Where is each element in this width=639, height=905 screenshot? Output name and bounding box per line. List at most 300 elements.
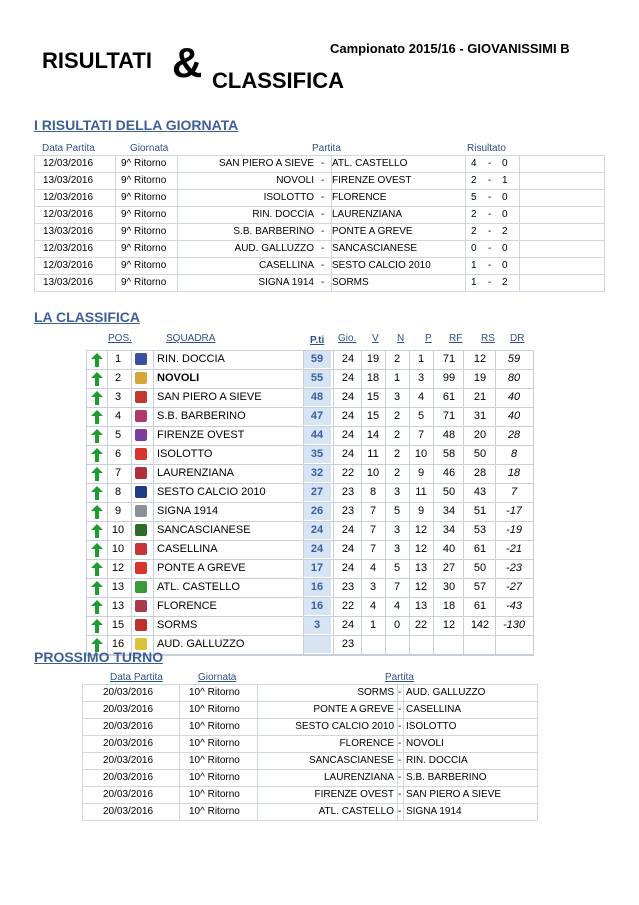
cell-divider	[409, 465, 410, 483]
cell-divider	[409, 560, 410, 578]
cell-divider	[131, 351, 132, 369]
cell-divider	[433, 503, 434, 521]
up-arrow-icon	[91, 524, 103, 538]
cell-divider	[333, 503, 334, 521]
cell-divider	[361, 408, 362, 426]
goal-difference: 28	[507, 429, 521, 441]
score-dash: -	[488, 260, 492, 271]
cell-divider	[107, 427, 108, 445]
cell-divider	[331, 241, 332, 257]
cell-divider	[303, 408, 304, 426]
goals-for: 27	[442, 562, 456, 574]
draws: 2	[393, 429, 401, 441]
team-points: 44	[310, 429, 324, 441]
cell-divider	[257, 753, 258, 769]
score-dash: -	[488, 175, 492, 186]
fixture-date: 20/03/2016	[103, 738, 154, 749]
cell-divider	[409, 617, 410, 635]
fixture-dash: -	[398, 721, 402, 732]
goals-against: 53	[473, 524, 487, 536]
standings-row	[87, 617, 533, 636]
team-name: ATL. CASTELLO	[157, 581, 240, 593]
up-arrow-icon	[91, 410, 103, 424]
away-goals: 0	[502, 260, 508, 271]
cell-divider	[303, 503, 304, 521]
away-team: SANCASCIANESE	[332, 243, 418, 254]
team-logo-icon	[135, 600, 147, 612]
cell-divider	[107, 503, 108, 521]
results-row	[34, 275, 605, 292]
games-played: 24	[341, 562, 355, 574]
cell-divider	[361, 579, 362, 597]
team-points: 3	[313, 619, 321, 631]
results-section-title: I RISULTATI DELLA GIORNATA	[34, 117, 239, 133]
standings-col-w: V	[372, 333, 379, 344]
cell-divider	[519, 207, 520, 223]
losses: 5	[417, 410, 425, 422]
draws: 2	[393, 448, 401, 460]
cell-divider	[131, 465, 132, 483]
cell-divider	[131, 446, 132, 464]
wins: 1	[369, 619, 377, 631]
cell-divider	[303, 617, 304, 635]
cell-divider	[333, 427, 334, 445]
cell-divider	[397, 753, 398, 769]
games-played: 24	[341, 391, 355, 403]
cell-divider	[495, 598, 496, 616]
team-name: LAURENZIANA	[157, 467, 235, 479]
cell-divider	[463, 503, 464, 521]
cell-divider	[153, 598, 154, 616]
cell-divider	[465, 156, 466, 172]
fixture-round: 10^ Ritorno	[189, 738, 240, 749]
team-position: 2	[114, 372, 122, 384]
goals-for: 99	[442, 372, 456, 384]
results-col-date: Data Partita	[42, 143, 95, 154]
goals-against: 51	[473, 505, 487, 517]
away-goals: 2	[502, 226, 508, 237]
next-round-table	[82, 684, 538, 821]
cell-divider	[115, 156, 116, 172]
team-logo-icon	[135, 619, 147, 631]
standings-row	[87, 484, 533, 503]
cell-divider	[433, 598, 434, 616]
cell-divider	[179, 685, 180, 701]
standings-row	[87, 408, 533, 427]
home-goals: 0	[471, 243, 477, 254]
title-risultati: RISULTATI	[42, 48, 152, 73]
team-points: 59	[310, 353, 324, 365]
losses: 3	[417, 372, 425, 384]
cell-divider	[397, 736, 398, 752]
fixture-dash: -	[398, 755, 402, 766]
fixture-row	[82, 787, 538, 804]
team-name: SORMS	[157, 619, 198, 631]
cell-divider	[409, 636, 410, 654]
team-logo-icon	[135, 562, 147, 574]
home-team: SANCASCIANESE	[308, 755, 394, 766]
games-played: 24	[341, 543, 355, 555]
cell-divider	[385, 427, 386, 445]
team-points: 55	[310, 372, 324, 384]
cell-divider	[115, 224, 116, 240]
cell-divider	[433, 541, 434, 559]
cell-divider	[463, 541, 464, 559]
cell-divider	[385, 617, 386, 635]
cell-divider	[361, 560, 362, 578]
cell-divider	[107, 560, 108, 578]
losses: 12	[414, 581, 428, 593]
cell-divider	[257, 787, 258, 803]
cell-divider	[433, 370, 434, 388]
cell-divider	[385, 541, 386, 559]
wins: 15	[366, 410, 380, 422]
team-points: 16	[310, 600, 324, 612]
match-round: 9^ Ritorno	[121, 192, 167, 203]
team-logo-icon	[135, 467, 147, 479]
cell-divider	[131, 541, 132, 559]
results-table	[34, 155, 605, 292]
cell-divider	[153, 408, 154, 426]
draws: 3	[393, 543, 401, 555]
home-team: NOVOLI	[276, 175, 314, 186]
cell-divider	[257, 804, 258, 820]
cell-divider	[433, 408, 434, 426]
home-team: ATL. CASTELLO	[318, 806, 394, 817]
games-played: 23	[341, 581, 355, 593]
cell-divider	[107, 351, 108, 369]
wins: 15	[366, 391, 380, 403]
cell-divider	[303, 427, 304, 445]
score-dash: -	[488, 277, 492, 288]
cell-divider	[433, 579, 434, 597]
games-played: 22	[341, 600, 355, 612]
cell-divider	[107, 541, 108, 559]
team-points: 24	[310, 524, 324, 536]
cell-divider	[519, 224, 520, 240]
cell-divider	[403, 770, 404, 786]
standings-table	[86, 350, 534, 656]
team-position: 3	[114, 391, 122, 403]
fixture-round: 10^ Ritorno	[189, 687, 240, 698]
score-dash: -	[488, 243, 492, 254]
home-team: FIRENZE OVEST	[314, 789, 394, 800]
cell-divider	[397, 787, 398, 803]
cell-divider	[131, 370, 132, 388]
fixture-date: 20/03/2016	[103, 721, 154, 732]
home-goals: 2	[471, 209, 477, 220]
cell-divider	[409, 389, 410, 407]
cell-divider	[153, 465, 154, 483]
draws: 2	[393, 467, 401, 479]
goals-against: 12	[473, 353, 487, 365]
match-dash: -	[321, 277, 325, 288]
cell-divider	[495, 465, 496, 483]
up-arrow-icon	[91, 391, 103, 405]
up-arrow-icon	[91, 353, 103, 367]
draws: 4	[393, 600, 401, 612]
team-name: NOVOLI	[157, 372, 200, 384]
away-goals: 0	[502, 243, 508, 254]
losses: 9	[417, 505, 425, 517]
away-team: ATL. CASTELLO	[332, 158, 408, 169]
cell-divider	[179, 702, 180, 718]
cell-divider	[107, 370, 108, 388]
match-round: 9^ Ritorno	[121, 260, 167, 271]
team-logo-icon	[135, 505, 147, 517]
cell-divider	[495, 522, 496, 540]
games-played: 24	[341, 448, 355, 460]
standings-section-title: LA CLASSIFICA	[34, 309, 141, 325]
fixture-row	[82, 702, 538, 719]
goals-against: 19	[473, 372, 487, 384]
results-row	[34, 241, 605, 258]
goals-for: 30	[442, 581, 456, 593]
cell-divider	[361, 446, 362, 464]
standings-col-d: N	[397, 333, 405, 344]
cell-divider	[361, 522, 362, 540]
cell-divider	[495, 617, 496, 635]
fixture-dash: -	[398, 704, 402, 715]
home-team: ISOLOTTO	[263, 192, 314, 203]
games-played: 24	[341, 410, 355, 422]
fixture-row	[82, 770, 538, 787]
home-team: PONTE A GREVE	[313, 704, 394, 715]
goals-for: 34	[442, 505, 456, 517]
cell-divider	[403, 719, 404, 735]
cell-divider	[361, 370, 362, 388]
cell-divider	[385, 598, 386, 616]
goals-against: 31	[473, 410, 487, 422]
team-position: 10	[111, 543, 125, 555]
cell-divider	[463, 560, 464, 578]
games-played: 23	[341, 638, 355, 650]
team-position: 6	[114, 448, 122, 460]
draws: 1	[393, 372, 401, 384]
championship-label: Campionato 2015/16 - GIOVANISSIMI B	[330, 41, 570, 56]
draws: 3	[393, 524, 401, 536]
cell-divider	[331, 207, 332, 223]
goal-difference: -17	[506, 505, 522, 517]
cell-divider	[115, 207, 116, 223]
fixture-date: 20/03/2016	[103, 806, 154, 817]
match-date: 12/03/2016	[43, 209, 94, 220]
cell-divider	[331, 258, 332, 274]
cell-divider	[257, 736, 258, 752]
cell-divider	[519, 258, 520, 274]
draws: 3	[393, 486, 401, 498]
cell-divider	[131, 579, 132, 597]
points-cell-bg	[303, 636, 331, 653]
cell-divider	[153, 351, 154, 369]
team-logo-icon	[135, 543, 147, 555]
cell-divider	[495, 351, 496, 369]
standings-row	[87, 579, 533, 598]
cell-divider	[333, 408, 334, 426]
results-col-match: Partita	[312, 143, 341, 154]
games-played: 24	[341, 372, 355, 384]
away-team: S.B. BARBERINO	[406, 772, 487, 783]
goals-against: 28	[473, 467, 487, 479]
goal-difference: 7	[510, 486, 518, 498]
away-goals: 2	[502, 277, 508, 288]
results-row	[34, 224, 605, 241]
goals-for: 34	[442, 524, 456, 536]
match-date: 12/03/2016	[43, 260, 94, 271]
losses: 4	[417, 391, 425, 403]
cell-divider	[433, 389, 434, 407]
games-played: 24	[341, 619, 355, 631]
away-team: PONTE A GREVE	[332, 226, 413, 237]
cell-divider	[333, 522, 334, 540]
team-points: 48	[310, 391, 324, 403]
away-team: SORMS	[332, 277, 369, 288]
up-arrow-icon	[91, 600, 103, 614]
home-team: SIGNA 1914	[258, 277, 314, 288]
team-points: 27	[310, 486, 324, 498]
cell-divider	[495, 579, 496, 597]
cell-divider	[403, 736, 404, 752]
cell-divider	[495, 370, 496, 388]
cell-divider	[397, 804, 398, 820]
standings-row	[87, 389, 533, 408]
losses: 13	[414, 600, 428, 612]
team-name: S.B. BARBERINO	[157, 410, 246, 422]
cell-divider	[385, 389, 386, 407]
away-goals: 0	[502, 209, 508, 220]
goals-for: 58	[442, 448, 456, 460]
cell-divider	[463, 465, 464, 483]
fixture-row	[82, 804, 538, 821]
standings-row	[87, 598, 533, 617]
away-team: SAN PIERO A SIEVE	[406, 789, 502, 800]
games-played: 22	[341, 467, 355, 479]
cell-divider	[409, 484, 410, 502]
cell-divider	[433, 351, 434, 369]
fixture-date: 20/03/2016	[103, 789, 154, 800]
home-team: LAURENZIANA	[323, 772, 394, 783]
score-dash: -	[488, 209, 492, 220]
up-arrow-icon	[91, 505, 103, 519]
cell-divider	[153, 389, 154, 407]
standings-col-played: Gio.	[338, 333, 357, 344]
losses: 11	[415, 486, 427, 498]
away-team: LAURENZIANA	[332, 209, 403, 220]
team-position: 7	[114, 467, 122, 479]
goals-for: 18	[442, 600, 456, 612]
fixture-round: 10^ Ritorno	[189, 721, 240, 732]
match-date: 13/03/2016	[43, 277, 94, 288]
cell-divider	[257, 685, 258, 701]
away-goals: 0	[502, 192, 508, 203]
cell-divider	[333, 579, 334, 597]
goals-for: 48	[442, 429, 456, 441]
next-col-round: Giornata	[198, 672, 237, 683]
results-row	[34, 155, 605, 173]
team-name: ISOLOTTO	[157, 448, 213, 460]
losses: 13	[414, 562, 428, 574]
standings-col-gf: RF	[449, 333, 463, 344]
cell-divider	[397, 702, 398, 718]
team-points: 16	[310, 581, 324, 593]
games-played: 23	[341, 486, 355, 498]
cell-divider	[495, 484, 496, 502]
match-round: 9^ Ritorno	[121, 277, 167, 288]
cell-divider	[177, 241, 178, 257]
cell-divider	[331, 156, 332, 172]
cell-divider	[303, 484, 304, 502]
goals-against: 50	[473, 562, 487, 574]
team-name: RIN. DOCCIA	[157, 353, 225, 365]
losses: 22	[414, 619, 428, 631]
goals-against: 142	[470, 619, 490, 631]
away-team: NOVOLI	[406, 738, 444, 749]
cell-divider	[385, 560, 386, 578]
cell-divider	[397, 685, 398, 701]
team-logo-icon	[135, 448, 147, 460]
cell-divider	[519, 190, 520, 206]
home-goals: 1	[471, 260, 477, 271]
cell-divider	[433, 484, 434, 502]
cell-divider	[179, 736, 180, 752]
cell-divider	[495, 408, 496, 426]
goals-against: 21	[473, 391, 487, 403]
home-team: SAN PIERO A SIEVE	[218, 158, 314, 169]
cell-divider	[303, 446, 304, 464]
standings-row	[87, 560, 533, 579]
home-team: SORMS	[357, 687, 394, 698]
team-name: SANCASCIANESE	[157, 524, 251, 536]
up-arrow-icon	[91, 372, 103, 386]
team-points: 35	[310, 448, 324, 460]
goal-difference: -19	[506, 524, 522, 536]
home-goals: 1	[471, 277, 477, 288]
cell-divider	[303, 598, 304, 616]
cell-divider	[107, 465, 108, 483]
team-points: 47	[310, 410, 324, 422]
cell-divider	[361, 351, 362, 369]
cell-divider	[131, 560, 132, 578]
home-team: FLORENCE	[339, 738, 394, 749]
team-position: 10	[111, 524, 125, 536]
goals-for: 71	[442, 353, 456, 365]
cell-divider	[361, 465, 362, 483]
team-points: 24	[310, 543, 324, 555]
results-row	[34, 207, 605, 224]
cell-divider	[495, 446, 496, 464]
games-played: 23	[341, 505, 355, 517]
cell-divider	[495, 636, 496, 654]
match-date: 12/03/2016	[43, 243, 94, 254]
cell-divider	[179, 719, 180, 735]
cell-divider	[397, 770, 398, 786]
fixture-date: 20/03/2016	[103, 755, 154, 766]
cell-divider	[465, 224, 466, 240]
team-points: 32	[310, 467, 324, 479]
home-team: SESTO CALCIO 2010	[295, 721, 394, 732]
cell-divider	[153, 427, 154, 445]
team-logo-icon	[135, 524, 147, 536]
fixture-date: 20/03/2016	[103, 772, 154, 783]
cell-divider	[303, 370, 304, 388]
away-goals: 1	[502, 175, 508, 186]
goal-difference: 8	[510, 448, 518, 460]
home-goals: 4	[471, 158, 477, 169]
home-team: RIN. DOCCIA	[252, 209, 314, 220]
match-round: 9^ Ritorno	[121, 243, 167, 254]
cell-divider	[409, 503, 410, 521]
draws: 7	[393, 581, 401, 593]
